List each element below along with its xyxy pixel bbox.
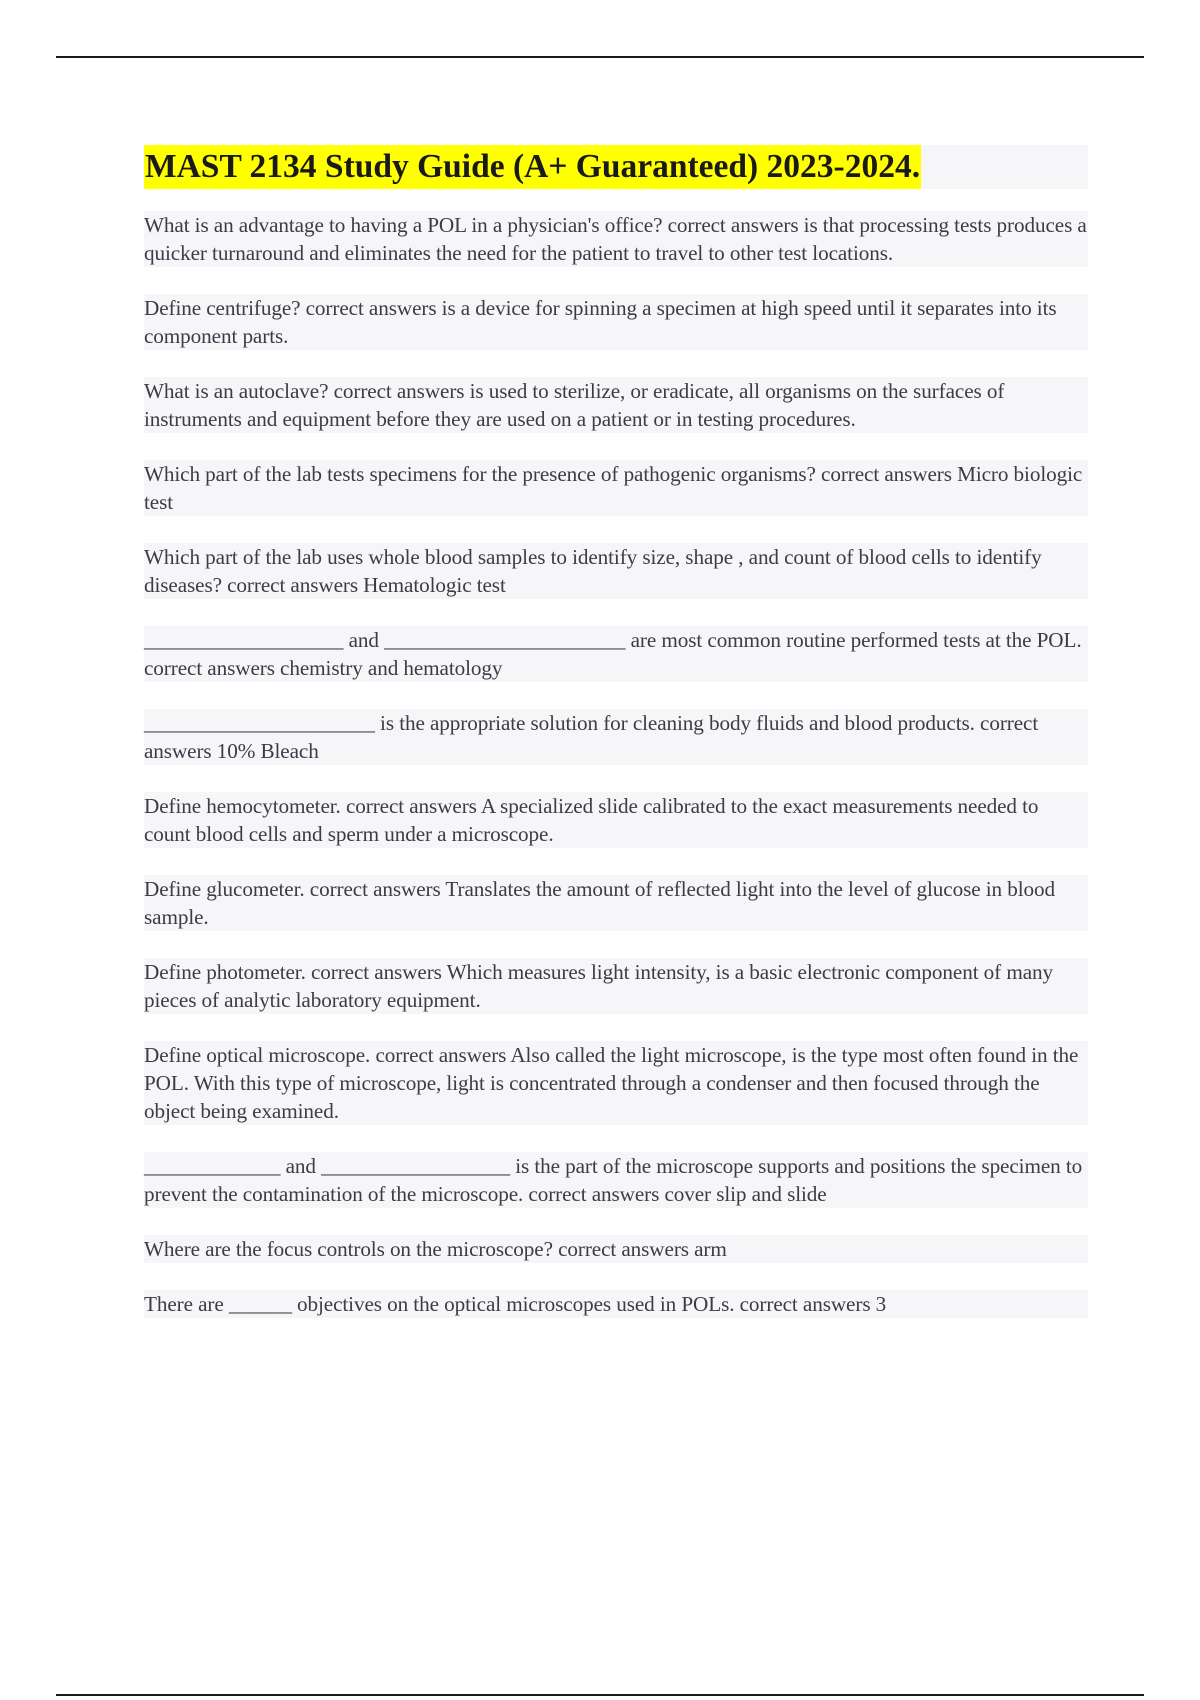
qa-item [144, 211, 1092, 267]
qa-text: Define optical microscope. correct answers Also called the light microscope, is the type most often found in the POL. With this type of microscope, light is concentrated through a condenser and then focused through the object being examined. [144, 1043, 1084, 1123]
qa-item [144, 1041, 1088, 1125]
qa-text: Define photometer. correct answers Which measures light intensity, is a basic electronic component of many pieces of analytic laboratory equipment. [144, 960, 1059, 1012]
qa-item [144, 460, 1088, 516]
bottom-divider [56, 1694, 1144, 1696]
qa-item [144, 709, 1088, 765]
qa-item [144, 958, 1088, 1014]
qa-text: ______________________ is the appropriate solution for cleaning body fluids and blood products. correct answers 10% Bleach [144, 711, 1044, 763]
qa-text: What is an advantage to having a POL in a physician's office? correct answers is that processing tests produces a quicker turnaround and eliminates the need for the patient to travel to other test locations. [144, 213, 1092, 265]
title-row [144, 145, 1088, 189]
qa-item [144, 792, 1088, 848]
qa-text: ___________________ and _______________________ are most common routine performed tests at the POL. correct answers chemistry and hematology [144, 628, 1087, 680]
qa-item [144, 1290, 1088, 1318]
qa-item [144, 377, 1088, 433]
qa-text: There are ______ objectives on the optical microscopes used in POLs. correct answers 3 [144, 1292, 887, 1316]
qa-text: Where are the focus controls on the microscope? correct answers arm [144, 1237, 727, 1261]
qa-text: Which part of the lab tests specimens for the presence of pathogenic organisms? correct answers Micro biologic test [144, 462, 1088, 514]
qa-item [144, 875, 1088, 931]
qa-item [144, 1152, 1088, 1208]
document-title: MAST 2134 Study Guide (A+ Guaranteed) 2023-2024. [144, 145, 921, 189]
document-body [144, 145, 1092, 1345]
qa-text: Define hemocytometer. correct answers A specialized slide calibrated to the exact measurements needed to count blood cells and sperm under a microscope. [144, 794, 1044, 846]
qa-text: Which part of the lab uses whole blood samples to identify size, shape , and count of blood cells to identify diseases? correct answers Hematologic test [144, 545, 1047, 597]
qa-item [144, 294, 1088, 350]
qa-item [144, 626, 1088, 682]
qa-item [144, 1235, 1088, 1263]
qa-item [144, 543, 1088, 599]
qa-text: What is an autoclave? correct answers is used to sterilize, or eradicate, all organisms on the surfaces of instruments and equipment before they are used on a patient or in testing procedures. [144, 379, 1010, 431]
qa-text: _____________ and __________________ is the part of the microscope supports and positions the specimen to prevent the contamination of the microscope. correct answers cover slip and slide [144, 1154, 1088, 1206]
top-divider [56, 56, 1144, 58]
qa-text: Define centrifuge? correct answers is a device for spinning a specimen at high speed until it separates into its component parts. [144, 296, 1062, 348]
qa-text: Define glucometer. correct answers Translates the amount of reflected light into the level of glucose in blood sample. [144, 877, 1061, 929]
